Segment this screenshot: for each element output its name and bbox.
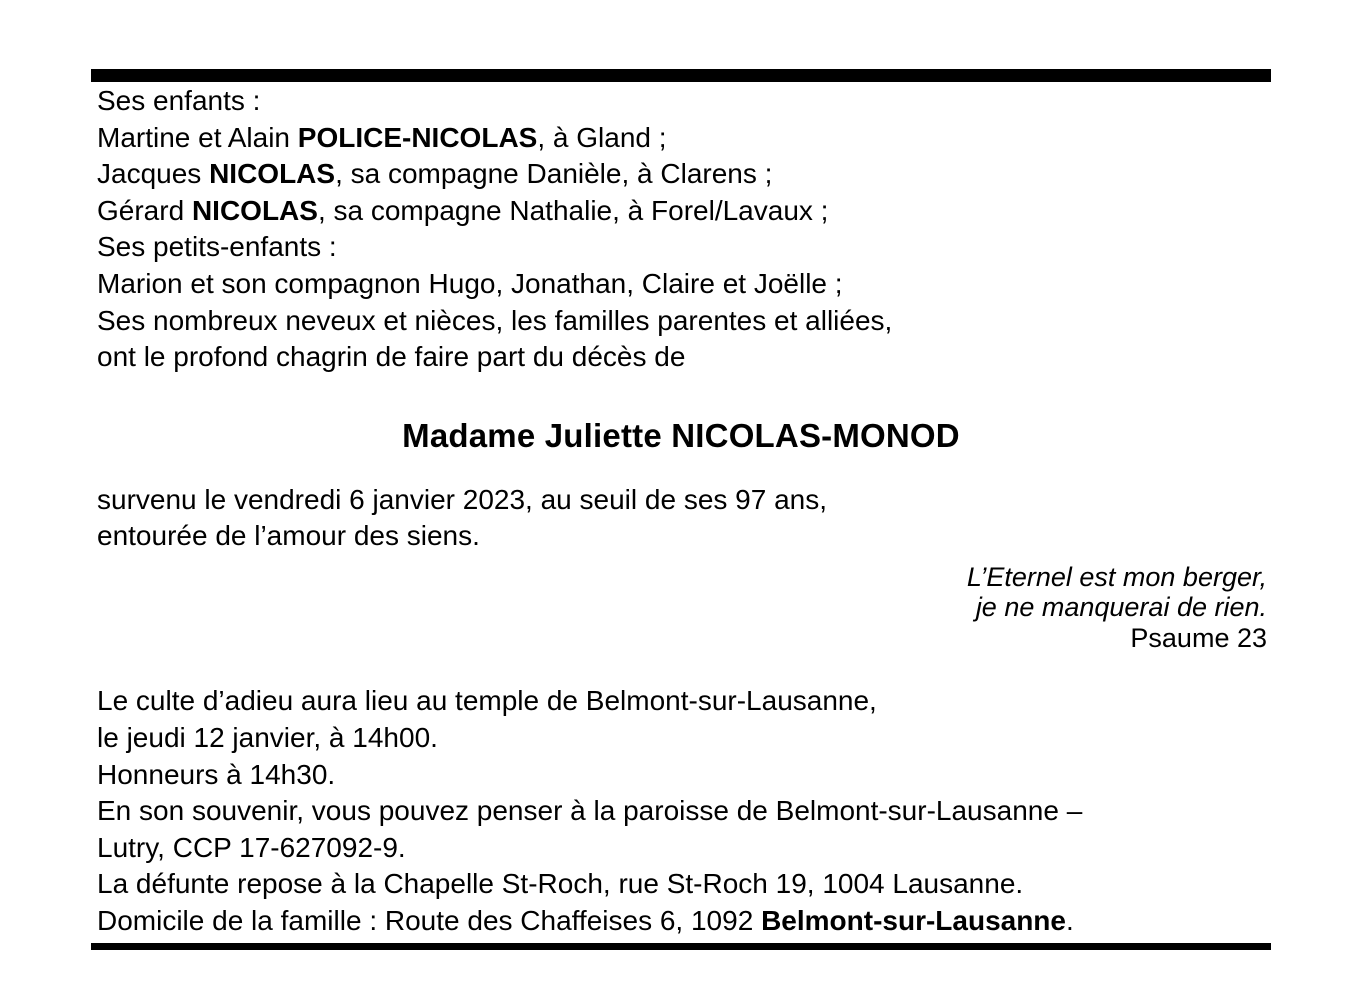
line-bold-text: NICOLAS (191, 194, 318, 226)
line-text: Lutry, CCP 17-627092-9. (97, 831, 406, 863)
notice-sheet (91, 69, 1271, 950)
line-text: , à Gland ; (537, 121, 667, 153)
line-text: le jeudi 12 janvier, à 14h00. (97, 722, 438, 754)
ceremony-line (97, 683, 1271, 720)
verse-line: je ne manquerai de rien. (975, 592, 1267, 623)
line-text: ont le profond chagrin de faire part du décès de (97, 341, 686, 373)
line-text: Le culte d’adieu aura lieu au temple de Belmont-sur-Lausanne, (97, 685, 877, 717)
ceremony-line (97, 757, 1271, 794)
ceremony-line (97, 830, 1271, 867)
ceremony-line (97, 720, 1271, 757)
line-text: , sa compagne Nathalie, à Forel/Lavaux ; (317, 194, 829, 226)
family-line (97, 193, 1271, 230)
line-text: Domicile de la famille : Route des Chaffeises 6, 1092 (97, 905, 762, 936)
family-line (97, 156, 1271, 193)
notice-content (91, 83, 1271, 940)
death-announcement-block (97, 482, 1271, 555)
line-text: Marion et son compagnon Hugo, Jonathan, Claire et Joëlle ; (97, 267, 843, 299)
ceremony-block (97, 683, 1271, 939)
family-line (97, 266, 1271, 303)
death-line: entourée de l’amour des siens. (97, 520, 480, 552)
line-text: Ses petits-enfants : (97, 231, 337, 263)
line-bold-text: POLICE-NICOLAS (297, 121, 538, 153)
line-text: Martine et Alain (97, 121, 298, 153)
line-text: Jacques (97, 158, 210, 190)
bottom-rule (91, 943, 1271, 950)
psalm-verse-block (97, 562, 1271, 654)
line-text: Honneurs à 14h30. (97, 758, 336, 790)
ceremony-line (97, 793, 1271, 830)
line-bold-text: NICOLAS (209, 158, 336, 190)
line-text: Gérard (97, 194, 192, 226)
family-line (97, 120, 1271, 157)
line-text: Ses nombreux neveux et nièces, les familles parentes et alliées, (97, 304, 893, 336)
line-text: , sa compagne Danièle, à Clarens ; (335, 158, 773, 190)
line-text: En son souvenir, vous pouvez penser à la paroisse de Belmont-sur-Lausanne – (97, 795, 1083, 827)
ceremony-line (97, 903, 1271, 940)
line-text: . (1066, 905, 1074, 936)
verse-line: L’Eternel est mon berger, (966, 561, 1267, 592)
verse-source: Psaume 23 (1130, 622, 1267, 653)
ceremony-line (97, 866, 1271, 903)
family-line (97, 229, 1271, 266)
line-text: Ses enfants : (97, 85, 261, 116)
death-line: survenu le vendredi 6 janvier 2023, au seuil de ses 97 ans, (97, 483, 828, 515)
top-rule (91, 69, 1271, 82)
deceased-name: Madame Juliette NICOLAS-MONOD (402, 416, 960, 454)
line-bold-text: Belmont-sur-Lausanne (761, 905, 1066, 936)
family-line (97, 339, 1271, 376)
family-line (97, 303, 1271, 340)
family-block (97, 83, 1271, 376)
family-line (97, 83, 1271, 120)
line-text: La défunte repose à la Chapelle St-Roch, rue St-Roch 19, 1004 Lausanne. (97, 868, 1024, 900)
